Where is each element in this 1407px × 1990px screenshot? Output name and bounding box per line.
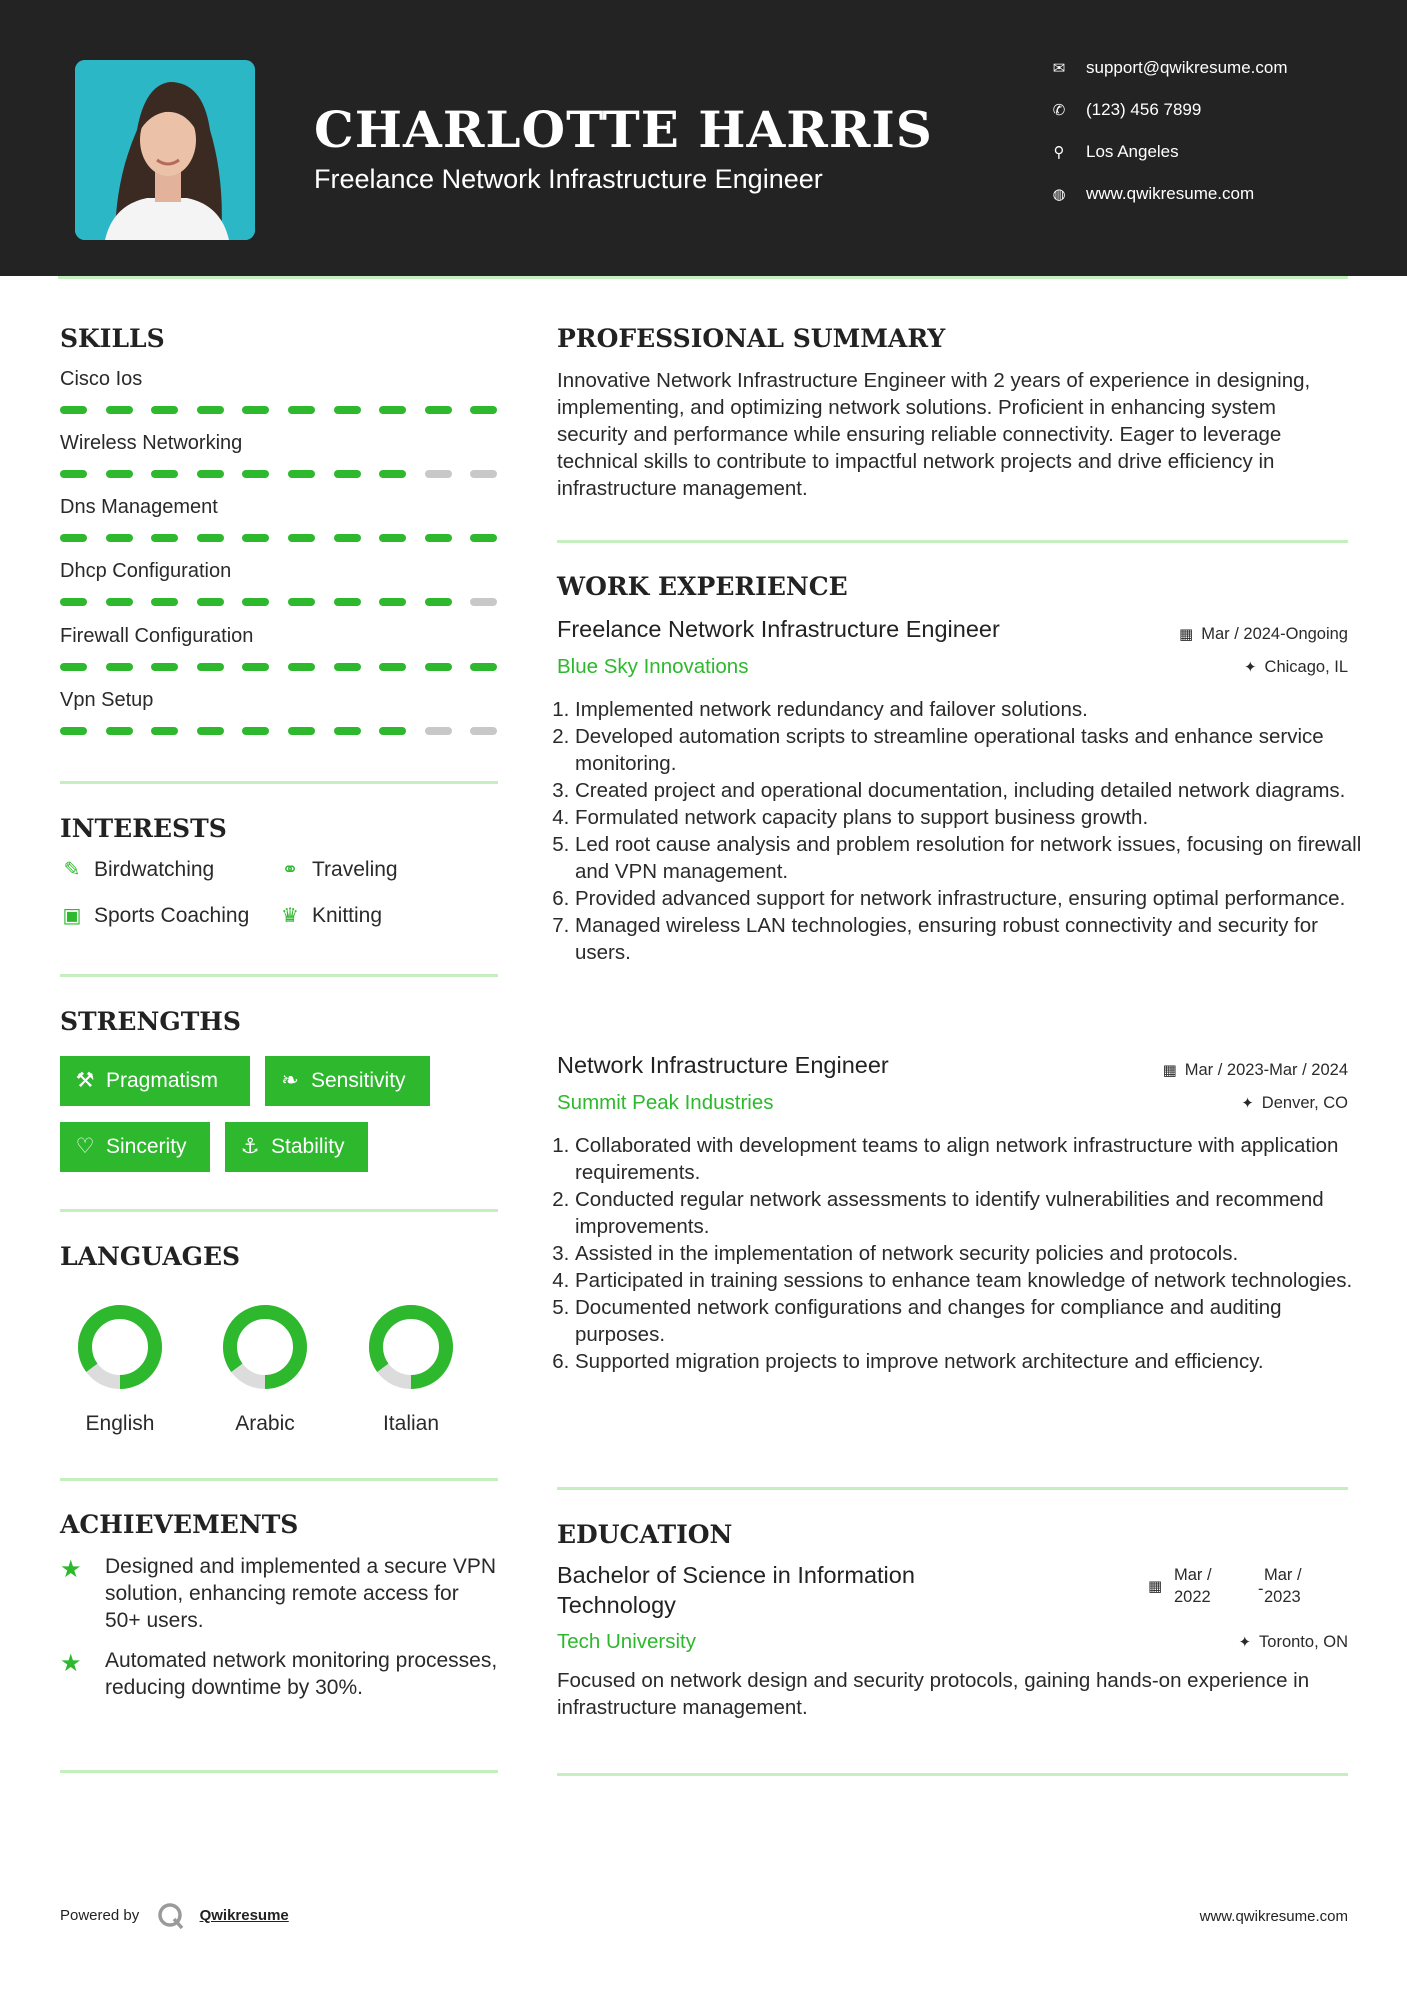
skill-meter <box>60 598 498 606</box>
strength-badge: ⚒ Pragmatism <box>60 1056 250 1106</box>
interest-item: ✎ Birdwatching <box>60 857 214 882</box>
edit-icon: ✎ <box>63 859 81 881</box>
skill-level-dot <box>151 470 178 478</box>
globe-icon: ◍ <box>1052 186 1066 203</box>
portrait-image <box>75 60 255 240</box>
gavel-icon: ⚒ <box>75 1069 95 1092</box>
briefcase-icon: ▣ <box>62 905 82 927</box>
skill-level-dot <box>197 470 224 478</box>
trophy-icon: ♛ <box>281 905 299 927</box>
duty-item: 2. Conducted regular network assessments to identify vulnerabilities and recommend improvements. <box>575 1186 1375 1240</box>
duty-item: 5. Led root cause analysis and problem resolution for network issues, focusing on firewall and VPN management. <box>575 831 1375 885</box>
skill-level-dot <box>106 470 133 478</box>
skill-level-dot <box>334 406 361 414</box>
language-name: Italian <box>382 1412 440 1435</box>
skill-level-dot <box>425 663 452 671</box>
skill-level-dot <box>197 534 224 542</box>
skill-level-dot <box>334 534 361 542</box>
skill-level-dot <box>334 663 361 671</box>
skill-level-dot <box>379 727 406 735</box>
contact-phone[interactable]: ✆ (123) 456 7899 <box>1050 100 1201 120</box>
job-date: ▦ Mar / 2023-Mar / 2024 <box>1162 1061 1348 1079</box>
star-icon: ★ <box>60 1650 82 1677</box>
skill-level-dot <box>197 598 224 606</box>
summary-heading: PROFESSIONAL SUMMARY <box>557 324 946 353</box>
qwikresume-logo-icon <box>157 1902 185 1930</box>
duty-item: 3. Created project and operational documentation, including detailed network diagrams. <box>575 777 1375 804</box>
duty-item: 1. Implemented network redundancy and failover solutions. <box>575 696 1375 723</box>
strength-badge: ❧ Sensitivity <box>265 1056 430 1106</box>
job-title: Network Infrastructure Engineer <box>557 1052 889 1078</box>
skill-level-dot <box>288 470 315 478</box>
skill-level-dot <box>60 534 87 542</box>
contact-location: ⚲ Los Angeles <box>1050 142 1179 162</box>
skill-level-dot <box>242 534 269 542</box>
strength-badge: ⚓ Stability <box>225 1122 368 1172</box>
duty-item: 5. Documented network configurations and changes for compliance and auditing purposes. <box>575 1294 1375 1348</box>
skill-level-dot <box>242 406 269 414</box>
skill-level-dot <box>425 598 452 606</box>
language-donut <box>366 1302 456 1392</box>
skill-level-dot <box>242 598 269 606</box>
skill-level-dot <box>379 663 406 671</box>
skill-level-dot <box>334 470 361 478</box>
education-description: Focused on network design and security protocols, gaining hands-on experience in infrastructure management. <box>557 1669 1310 1719</box>
strengths-heading: STRENGTHS <box>60 1007 241 1036</box>
duty-item: 4. Participated in training sessions to enhance team knowledge of network technologies. <box>575 1267 1375 1294</box>
skill-level-dot <box>197 406 224 414</box>
skill-level-dot <box>60 598 87 606</box>
language-donut <box>75 1302 165 1392</box>
envelope-icon: ✉ <box>1052 60 1066 77</box>
skill-level-dot <box>470 727 497 735</box>
skill-level-dot <box>197 663 224 671</box>
skill-level-dot <box>288 598 315 606</box>
section-divider <box>60 1209 498 1212</box>
skill-level-dot <box>106 406 133 414</box>
skill-level-dot <box>242 727 269 735</box>
education-location: ✦ Toronto, ON <box>1238 1633 1348 1651</box>
leaf-icon: ❧ <box>281 1069 299 1092</box>
job-date: ▦ Mar / 2024-Ongoing <box>1179 625 1348 643</box>
skill-name: Dns Management <box>60 496 218 518</box>
skill-level-dot <box>60 727 87 735</box>
language-name: English <box>85 1412 155 1435</box>
header-divider <box>58 276 1348 279</box>
interests-heading: INTERESTS <box>60 814 227 843</box>
skill-level-dot <box>470 663 497 671</box>
achievement-item: ★ Designed and implemented a secure VPN solution, enhancing remote access for 50+ users. <box>60 1555 497 1632</box>
calendar-icon: ▦ <box>1148 1578 1163 1595</box>
calendar-icon: ▦ <box>1179 626 1194 643</box>
job-location: ✦ Denver, CO <box>1241 1094 1348 1112</box>
skill-name: Wireless Networking <box>60 432 243 454</box>
section-divider <box>557 1487 1348 1490</box>
section-divider <box>557 1773 1348 1776</box>
job-title: Freelance Network Infrastructure Engineer <box>557 616 1000 642</box>
interest-item: ⚭ Traveling <box>278 857 398 882</box>
skill-level-dot <box>379 598 406 606</box>
star-icon: ★ <box>60 1556 82 1583</box>
skill-meter <box>60 663 498 671</box>
skill-level-dot <box>470 406 497 414</box>
job-company: Summit Peak Industries <box>557 1091 774 1114</box>
duty-item: 6. Supported migration projects to improve network architecture and efficiency. <box>575 1348 1375 1375</box>
footer-website[interactable]: www.qwikresume.com <box>1199 1908 1348 1925</box>
contact-email[interactable]: ✉ support@qwikresume.com <box>1050 58 1288 78</box>
language-item <box>215 1302 315 1436</box>
skill-level-dot <box>470 534 497 542</box>
skill-level-dot <box>379 406 406 414</box>
skill-level-dot <box>106 727 133 735</box>
skill-level-dot <box>60 663 87 671</box>
job-location: ✦ Chicago, IL <box>1243 658 1348 676</box>
footer-powered-by: Powered by Qwikresume <box>60 1902 289 1930</box>
candidate-title: Freelance Network Infrastructure Engineer <box>314 164 823 194</box>
binoculars-icon: ⚭ <box>281 859 299 881</box>
skill-meter <box>60 727 498 735</box>
skill-level-dot <box>470 598 497 606</box>
skill-level-dot <box>151 663 178 671</box>
skill-level-dot <box>242 663 269 671</box>
job-company: Blue Sky Innovations <box>557 655 749 678</box>
language-item <box>361 1302 461 1436</box>
achievements-heading: ACHIEVEMENTS <box>60 1510 299 1539</box>
pin-icon: ✦ <box>1243 659 1257 676</box>
skill-name: Vpn Setup <box>60 689 154 711</box>
location-pin-icon: ⚲ <box>1053 144 1065 161</box>
language-name: Arabic <box>235 1412 295 1435</box>
heart-icon: ♡ <box>75 1135 95 1158</box>
skills-heading: SKILLS <box>60 324 165 353</box>
section-divider <box>60 1478 498 1481</box>
skill-level-dot <box>470 470 497 478</box>
resume-header <box>0 0 1407 276</box>
degree-title-line1: Bachelor of Science in Information <box>557 1562 915 1588</box>
duty-item: 7. Managed wireless LAN technologies, ensuring robust connectivity and security for users. <box>575 912 1375 966</box>
pin-icon: ✦ <box>1238 1634 1252 1651</box>
languages-heading: LANGUAGES <box>60 1242 241 1271</box>
skill-level-dot <box>106 663 133 671</box>
section-divider <box>60 781 498 784</box>
skill-level-dot <box>151 727 178 735</box>
achievement-item: ★ Automated network monitoring processes, reducing downtime by 30%. <box>60 1649 498 1699</box>
duty-item: 6. Provided advanced support for network infrastructure, ensuring optimal performance. <box>575 885 1375 912</box>
school-name: Tech University <box>557 1630 696 1653</box>
section-divider <box>60 1770 498 1773</box>
skill-level-dot <box>425 406 452 414</box>
skill-name: Firewall Configuration <box>60 625 254 647</box>
skill-level-dot <box>425 470 452 478</box>
skill-level-dot <box>425 534 452 542</box>
skill-level-dot <box>288 406 315 414</box>
calendar-icon: ▦ <box>1162 1062 1177 1079</box>
candidate-name: CHARLOTTE HARRIS <box>314 100 933 159</box>
skill-level-dot <box>379 470 406 478</box>
skill-level-dot <box>151 406 178 414</box>
skill-level-dot <box>151 598 178 606</box>
skill-meter <box>60 534 498 542</box>
language-donut <box>220 1302 310 1392</box>
skill-level-dot <box>379 534 406 542</box>
pin-icon: ✦ <box>1241 1095 1254 1112</box>
duty-item: 1. Collaborated with development teams to align network infrastructure with application requirements. <box>575 1132 1375 1186</box>
anchor-icon: ⚓ <box>240 1135 260 1158</box>
skill-level-dot <box>106 534 133 542</box>
skill-level-dot <box>288 663 315 671</box>
language-item <box>70 1302 170 1436</box>
section-divider <box>557 540 1348 543</box>
skill-meter <box>60 406 498 414</box>
skill-name: Cisco Ios <box>60 368 143 390</box>
skill-level-dot <box>151 534 178 542</box>
job-duties <box>557 696 1375 966</box>
skill-level-dot <box>197 727 224 735</box>
profile-photo <box>75 60 255 240</box>
degree-title-line2: Technology <box>557 1592 676 1618</box>
skill-meter <box>60 470 498 478</box>
experience-heading: WORK EXPERIENCE <box>557 572 848 601</box>
contact-website[interactable]: ◍ www.qwikresume.com <box>1050 184 1254 204</box>
summary-text: Innovative Network Infrastructure Engineer with 2 years of experience in designing, implementing, and optimizing network solutions. Proficient in enhancing system security and performance while ensuring reliable connectivity. Eager to leverage technical skills to contribute to impactful network projects and drive efficiency in infrastructure management. <box>557 369 1311 500</box>
skill-level-dot <box>425 727 452 735</box>
duty-item: 2. Developed automation scripts to streamline operational tasks and enhance service monitoring. <box>575 723 1375 777</box>
duty-item: 4. Formulated network capacity plans to support business growth. <box>575 804 1375 831</box>
phone-icon: ✆ <box>1052 102 1066 119</box>
skill-level-dot <box>334 727 361 735</box>
skill-level-dot <box>106 598 133 606</box>
interest-item: ♛ Knitting <box>278 903 382 928</box>
skill-level-dot <box>288 727 315 735</box>
skill-level-dot <box>60 406 87 414</box>
job-duties <box>557 1132 1375 1375</box>
section-divider <box>60 974 498 977</box>
strength-badge: ♡ Sincerity <box>60 1122 210 1172</box>
skill-level-dot <box>334 598 361 606</box>
duty-item: 3. Assisted in the implementation of network security policies and protocols. <box>575 1240 1375 1267</box>
qwikresume-link[interactable]: Qwikresume <box>199 1906 289 1924</box>
skill-level-dot <box>288 534 315 542</box>
skill-level-dot <box>60 470 87 478</box>
skill-name: Dhcp Configuration <box>60 560 232 582</box>
education-heading: EDUCATION <box>557 1520 733 1549</box>
skill-level-dot <box>242 470 269 478</box>
interest-item: ▣ Sports Coaching <box>60 903 249 928</box>
